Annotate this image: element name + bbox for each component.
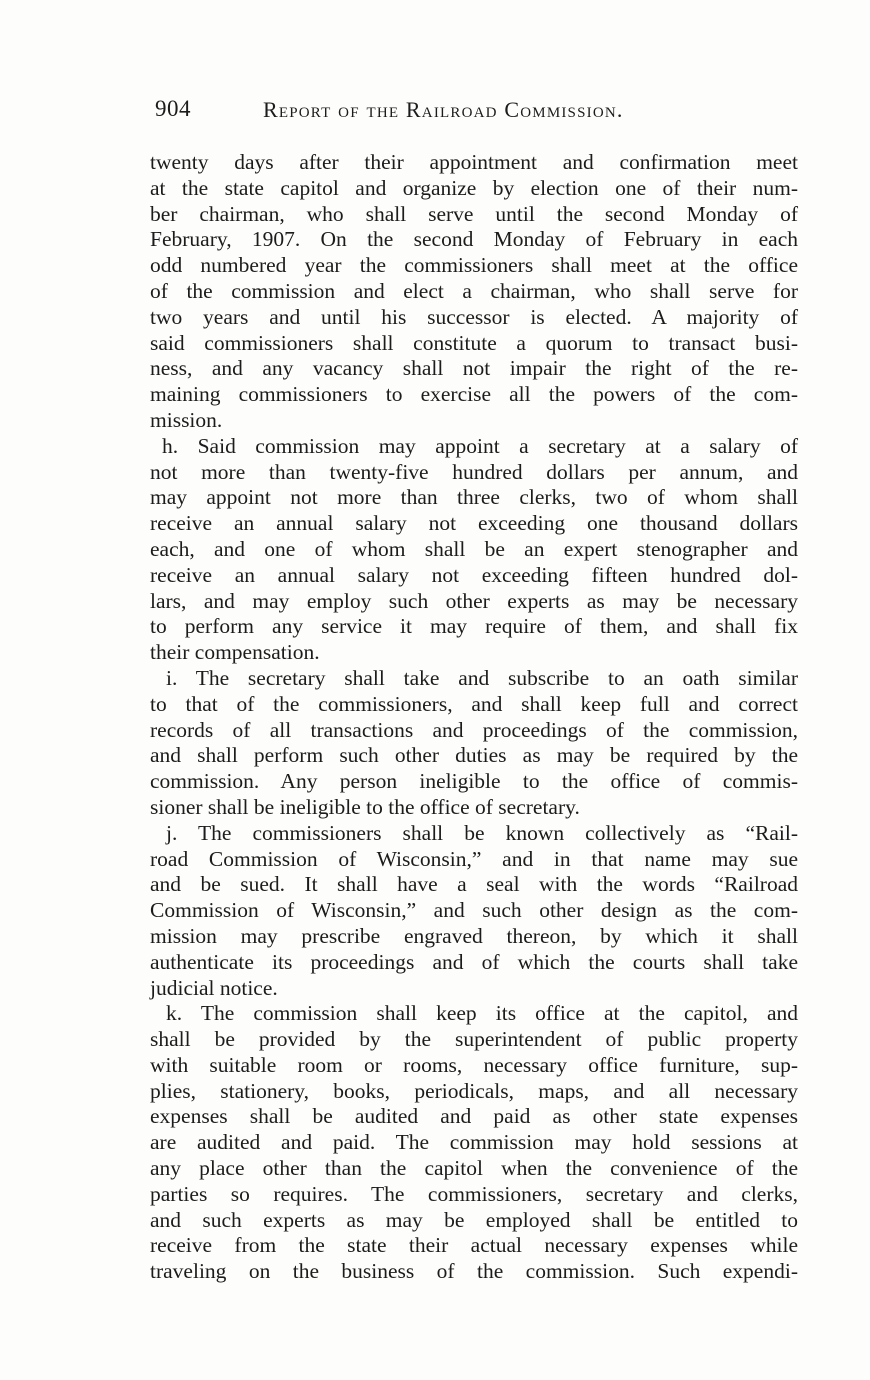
text-line: sioner shall be ineligible to the office of secretary. (150, 794, 580, 819)
text-line: lars, and may employ such other experts as may be necessary (150, 588, 798, 613)
text-line: to that of the commissioners, and shall keep full and correct (150, 691, 798, 716)
text-line: receive from the state their actual necessary expenses while (150, 1233, 798, 1258)
text-line: maining commissioners to exercise all the powers of the com- (150, 382, 798, 407)
text-line: may appoint not more than three clerks, two of whom shall (150, 485, 798, 510)
text-line: receive an annual salary not exceeding fifteen hundred dol- (150, 562, 798, 587)
text-line: h. Said commission may appoint a secretary at a salary of (162, 433, 798, 458)
body-text (150, 150, 798, 1285)
paragraph-k (150, 1001, 798, 1285)
text-line: commission. Any person ineligible to the office of commis- (150, 769, 798, 794)
text-line: their compensation. (150, 640, 320, 665)
text-line: parties so requires. The commissioners, secretary and clerks, (150, 1181, 798, 1206)
text-line: to perform any service it may require of them, and shall fix (150, 614, 798, 639)
text-line: judicial notice. (150, 975, 278, 1000)
text-line: traveling on the business of the commission. Such expendi- (150, 1259, 798, 1284)
text-line: road Commission of Wisconsin,” and in that name may sue (150, 846, 798, 871)
text-line: k. The commission shall keep its office at the capitol, and (166, 1001, 798, 1026)
text-line: each, and one of whom shall be an expert stenographer and (150, 536, 798, 561)
paragraph-j (150, 821, 798, 1002)
paragraph-g-continued (150, 150, 798, 434)
text-line: two years and until his successor is elected. A majority of (150, 304, 798, 329)
text-line: said commissioners shall constitute a quorum to transact busi- (150, 330, 798, 355)
text-line: and shall perform such other duties as may be required by the (150, 743, 798, 768)
text-line: expenses shall be audited and paid as other state expenses (150, 1104, 798, 1129)
paragraph-h (150, 434, 798, 666)
text-line: any place other than the capitol when the convenience of the (150, 1156, 798, 1181)
text-line: records of all transactions and proceedings of the commission, (150, 717, 798, 742)
text-line: and such experts as may be employed shall be entitled to (150, 1207, 798, 1232)
text-line: mission. (150, 407, 223, 432)
paragraph-i (150, 666, 798, 821)
text-line: twenty days after their appointment and confirmation meet (150, 150, 798, 174)
text-line: shall be provided by the superintendent of public property (150, 1027, 798, 1052)
text-line: receive an annual salary not exceeding one thousand dollars (150, 511, 798, 536)
text-line: ber chairman, who shall serve until the second Monday of (150, 201, 798, 226)
text-line: mission may prescribe engraved thereon, by which it shall (150, 923, 798, 948)
text-line: authenticate its proceedings and of which the courts shall take (150, 949, 798, 974)
text-line: i. The secretary shall take and subscribe to an oath similar (166, 665, 798, 690)
text-line: j. The commissioners shall be known collectively as “Rail- (166, 820, 798, 845)
page-number: 904 (155, 96, 191, 121)
text-line: of the commission and elect a chairman, who shall serve for (150, 278, 798, 303)
running-title: Report of the Railroad Commission. (263, 97, 624, 122)
text-line: Commission of Wisconsin,” and such other design as the com- (150, 898, 798, 923)
text-line: are audited and paid. The commission may hold sessions at (150, 1130, 798, 1155)
text-line: ness, and any vacancy shall not impair the right of the re- (150, 356, 798, 381)
text-line: not more than twenty-five hundred dollars per annum, and (150, 459, 798, 484)
text-line: at the state capitol and organize by election one of their num- (150, 175, 798, 200)
text-line: odd numbered year the commissioners shall meet at the office (150, 253, 798, 278)
text-line: with suitable room or rooms, necessary office furniture, sup- (150, 1052, 798, 1077)
text-line: and be sued. It shall have a seal with the words “Railroad (150, 872, 798, 897)
page-header (155, 96, 795, 136)
text-line: plies, stationery, books, periodicals, maps, and all necessary (150, 1078, 798, 1103)
text-line: February, 1907. On the second Monday of February in each (150, 227, 798, 252)
